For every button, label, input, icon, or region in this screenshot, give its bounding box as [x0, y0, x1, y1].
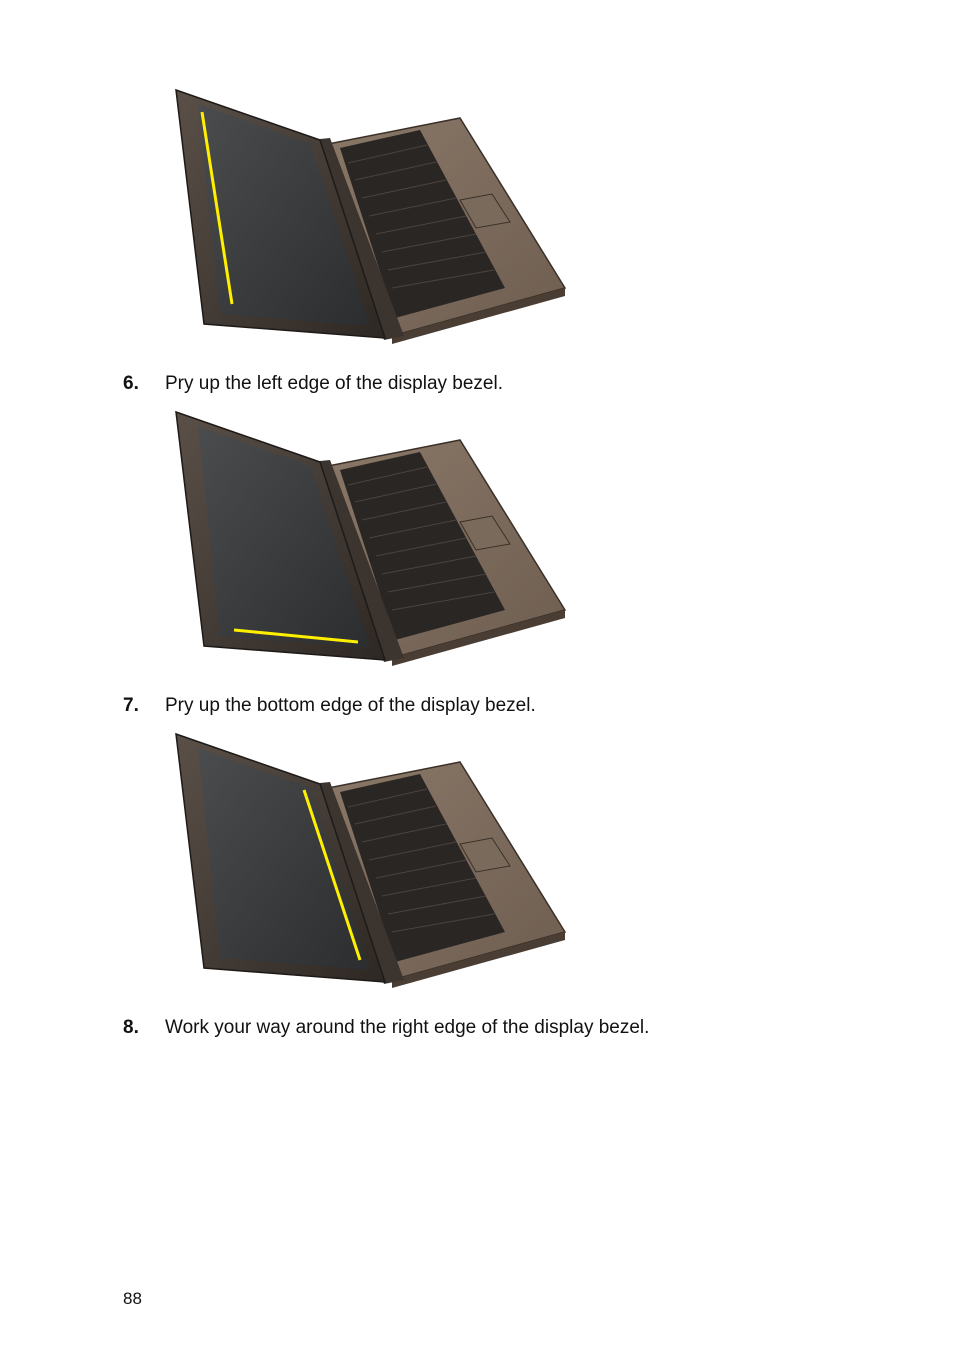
page-number: 88 [123, 1289, 142, 1308]
step-text: Work your way around the right edge of the display bezel. [165, 1017, 650, 1038]
step-number: 6. [123, 373, 139, 394]
figure-step-5 [170, 88, 570, 346]
step-text: Pry up the bottom edge of the display bezel. [165, 695, 536, 716]
laptop-display-bezel-right-edge-image [170, 88, 570, 346]
step-7 [123, 694, 536, 718]
step-number: 8. [123, 1017, 139, 1038]
laptop-display-bezel-bottom-edge-image [170, 410, 570, 668]
step-number: 7. [123, 695, 139, 716]
step-text: Pry up the left edge of the display bezel. [165, 373, 503, 394]
step-6 [123, 372, 503, 396]
figure-step-6 [170, 410, 570, 668]
figure-step-7 [170, 732, 570, 990]
laptop-display-bezel-inner-right-edge-image [170, 732, 570, 990]
step-8 [123, 1016, 649, 1040]
